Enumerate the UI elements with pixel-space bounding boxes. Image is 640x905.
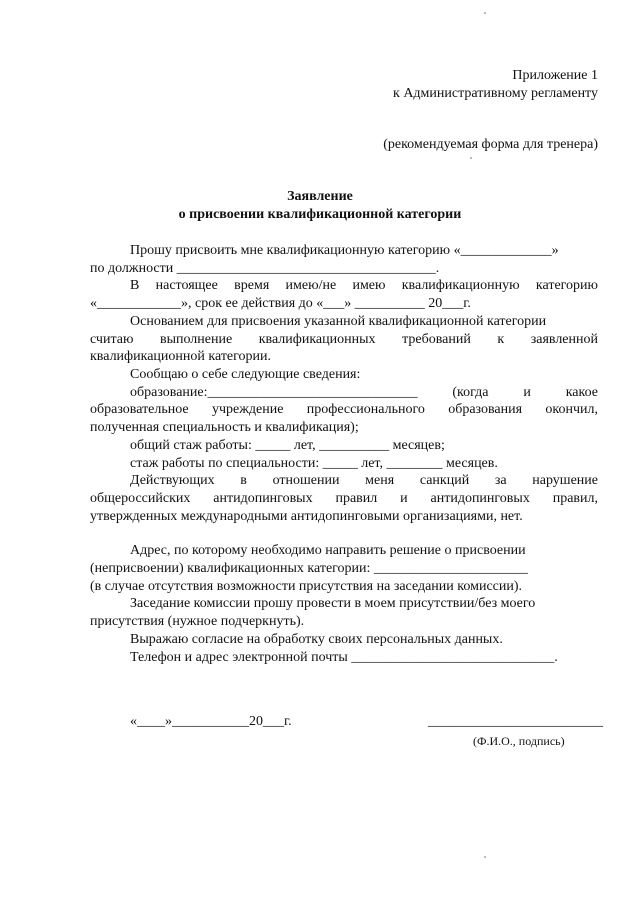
paragraph-line: Основанием для присвоения указанной квалификационной категории [130, 314, 547, 329]
paragraph-line: по должности _____________________________________. [90, 261, 440, 276]
paragraph-line: «____________», срок ее действия до «___» __________ 20___г. [90, 296, 471, 311]
consent-line: Выражаю согласие на обработку своих персональных данных. [130, 632, 503, 647]
scan-dot [470, 157, 472, 159]
paragraph-line: присутствия (нужное подчеркнуть). [90, 614, 305, 629]
paragraph-line: Сообщаю о себе следующие сведения: [130, 367, 361, 382]
regulation-label: к Административному регламенту [393, 86, 598, 101]
signature-line: _________________________ [428, 714, 603, 729]
paragraph-line: полученная специальность и квалификация); [90, 420, 359, 435]
paragraph-line: общероссийских антидопинговых правил и антидопинговых правил, [90, 491, 598, 506]
specialty-experience-line: стаж работы по специальности: _____ лет, ________ месяцев. [130, 456, 498, 471]
paragraph-line: (в случае отсутствия возможности присутствия на заседании комиссии). [90, 579, 523, 594]
total-experience-line: общий стаж работы: _____ лет, __________ месяцев; [130, 438, 445, 453]
contact-line: Телефон и адрес электронной почты _____________________________. [130, 650, 558, 665]
paragraph-line: считаю выполнение квалификационных требований к заявленной [90, 332, 598, 347]
form-note: (рекомендуемая форма для тренера) [383, 137, 598, 152]
scan-dot [484, 856, 486, 858]
appendix-label: Приложение 1 [512, 68, 598, 83]
paragraph-line: В настоящее время имею/не имею квалификационную категорию [130, 278, 598, 293]
paragraph-line: квалификационной категории. [90, 349, 272, 364]
paragraph-line: Прошу присвоить мне квалификационную категорию «_____________» [130, 243, 559, 258]
paragraph-line: Действующих в отношении меня санкций за нарушение [130, 473, 598, 488]
scan-dot [484, 12, 486, 14]
education-line: образование:______________________________ (когда и какое [130, 385, 598, 400]
paragraph-line: образовательное учреждение профессионального образования окончил, [90, 402, 598, 417]
signature-caption: (Ф.И.О., подпись) [473, 734, 565, 748]
paragraph-line: утвержденных международными антидопинговыми организациями, нет. [90, 509, 523, 524]
document-title: Заявление [287, 189, 353, 204]
signature-date: «____»___________20___г. [130, 714, 292, 729]
paragraph-line: Заседание комиссии прошу провести в моем присутствии/без моего [130, 596, 536, 611]
address-line: (неприсвоении) квалификационных категории: ______________________ [90, 561, 528, 576]
paragraph-line: Адрес, по которому необходимо направить решение о присвоении [130, 543, 526, 558]
document-subtitle: о присвоении квалификационной категории [178, 207, 462, 222]
